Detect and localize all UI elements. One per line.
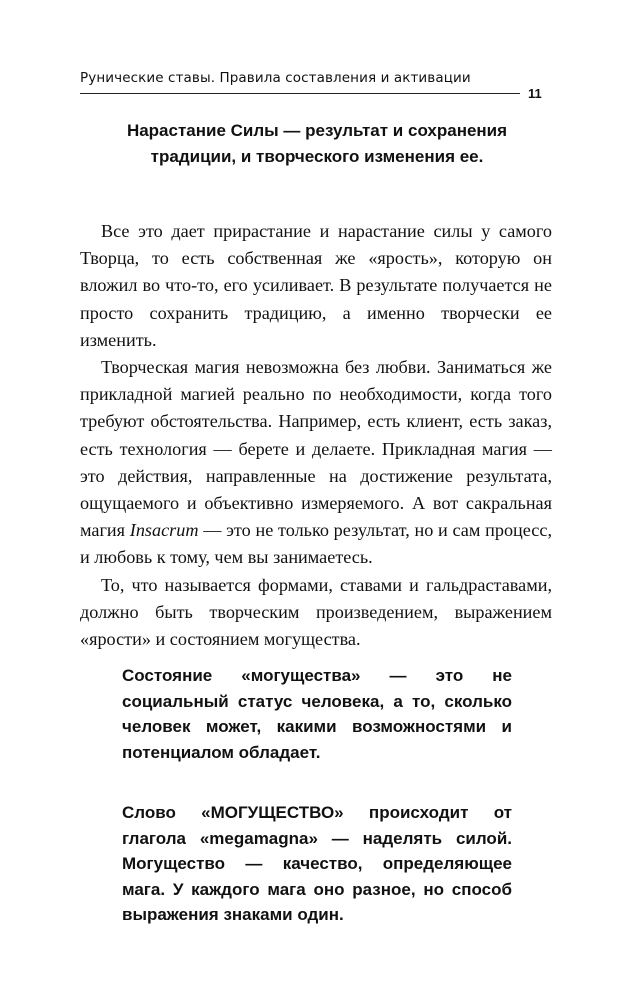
header-rule <box>80 93 520 94</box>
callout-middle-text: Состояние «могущества» — это не социальный статус человека, а то, сколько человек может, какими возможностями и потенциалом обладает. <box>122 666 512 762</box>
paragraph-2 <box>80 354 552 572</box>
paragraph-2-text-a: Творческая магия невозможна без любви. Заниматься же прикладной магией реально по необходимости, когда того требуют обстоятельства. Например, есть клиент, есть заказ, есть технология — берете и делаете. Прикладная магия — это действия, направленные на достижение результата, ощущаемого и объективно измеряемого. А вот сакральная магия <box>80 357 552 541</box>
callout-bottom-text: Слово «МОГУЩЕСТВО» происходит от глагола «megamagna» — наделять силой. Могущество — качество, определяющее мага. У каждого мага оно разное, но способ выражения знаками один. <box>122 803 512 924</box>
callout-top-text: Нарастание Силы — результат и сохранения традиции, и творческого изменения ее. <box>126 121 508 166</box>
paragraph-2-italic-term: Insacrum <box>129 520 199 541</box>
paragraph-3: То, что называется формами, ставами и гальдраставами, должно быть творческим произведением, выражением «ярости» и состоянием могущества. <box>80 574 552 650</box>
callout-bottom <box>122 800 512 928</box>
callout-top <box>122 118 512 169</box>
paragraph-1: Все это дает прирастание и нарастание силы у самого Творца, то есть собственная же «ярость», которую он вложил во что-то, его усиливает. В результате получается не просто сохранить традицию, а именно творчески ее изменить. <box>80 221 552 350</box>
paragraph-2-text-b: — это не только результат, но и сам процесс, и любовь к тому, чем вы занимаетесь. <box>80 520 552 568</box>
running-header-title: Рунические ставы. Правила составления и активации <box>80 70 471 86</box>
body-text <box>80 218 552 653</box>
callout-middle <box>122 663 512 765</box>
page-number: 11 <box>528 86 542 101</box>
